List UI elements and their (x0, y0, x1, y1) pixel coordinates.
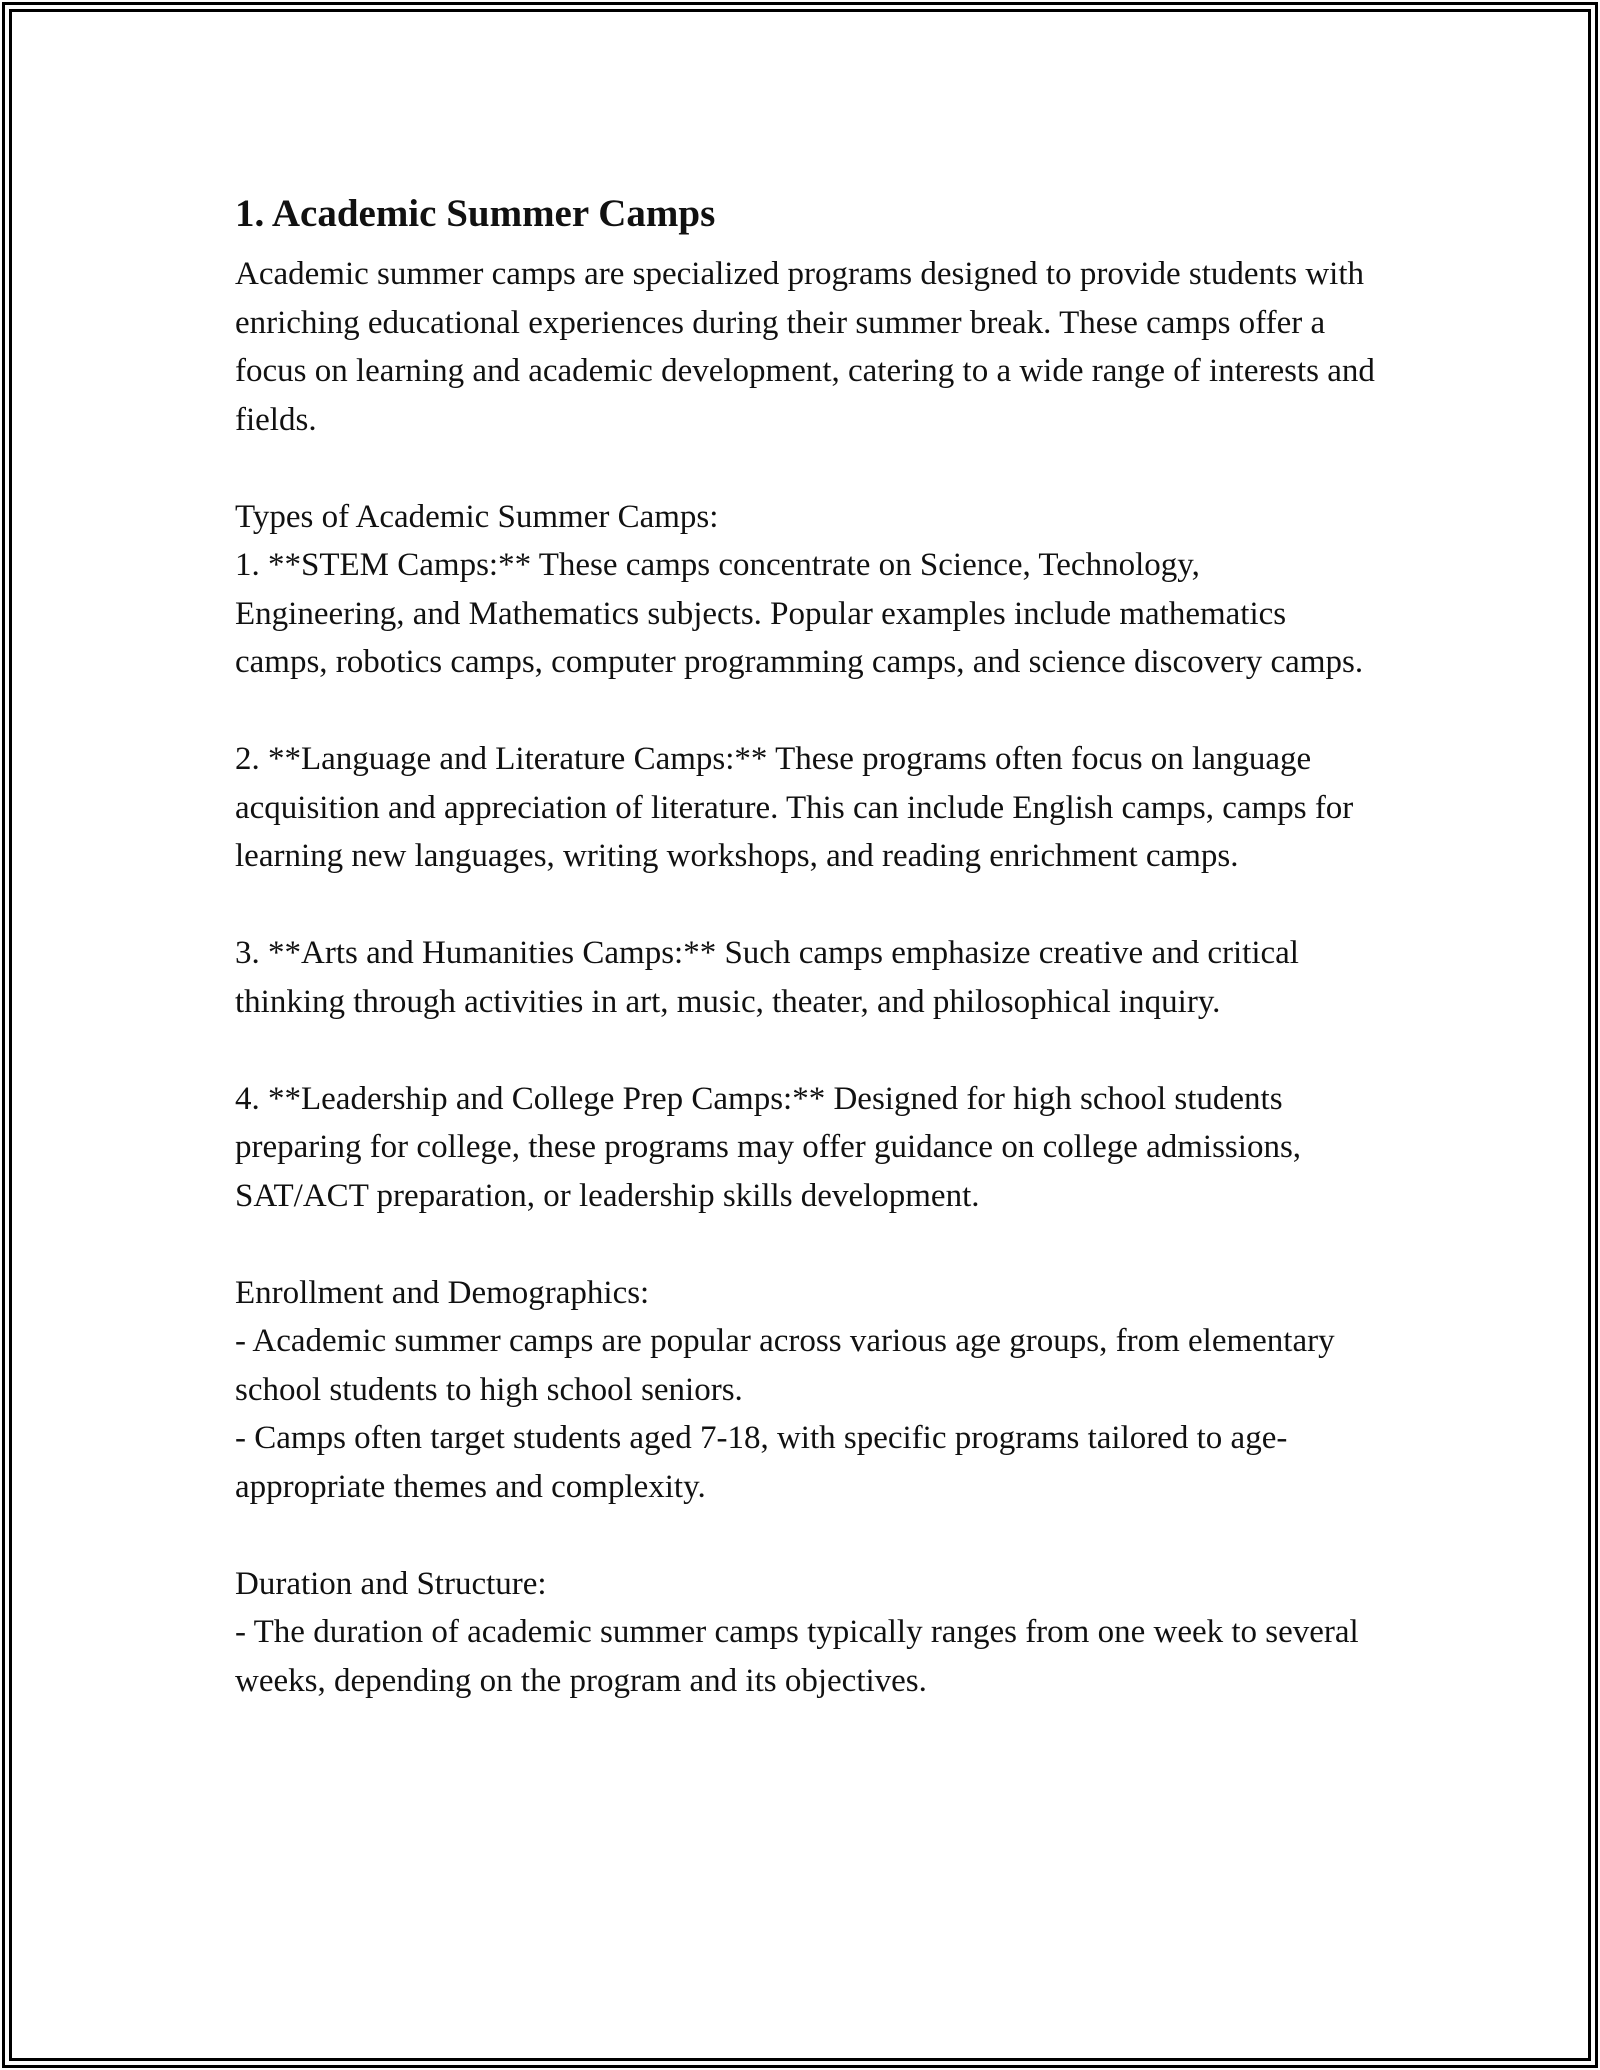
enrollment-block (235, 1269, 1375, 1512)
type-item-stem: 1. **STEM Camps:** These camps concentrate on Science, Technology, Engineering, and Mathematics subjects. Popular examples include mathematics camps, robotics camps, computer programming camps, and science discovery camps. (235, 547, 1364, 680)
enrollment-item: - Camps often target students aged 7-18, with specific programs tailored to age-appropriate themes and complexity. (235, 1420, 1288, 1505)
types-heading: Types of Academic Summer Camps: (235, 498, 719, 535)
type-item-leadership: 4. **Leadership and College Prep Camps:** Designed for high school students preparing for college, these programs may offer guidance on college admissions, SAT/ACT preparation, or leadership skills development. (235, 1080, 1302, 1214)
section-heading: 1. Academic Summer Camps (235, 192, 716, 235)
type-item-language: 2. **Language and Literature Camps:** These programs often focus on language acquisition and appreciation of literature. This can include English camps, camps for learning new languages, writing workshops, and reading enrichment camps. (235, 741, 1354, 874)
type-item-arts: 3. **Arts and Humanities Camps:** Such camps emphasize creative and critical thinking through activities in art, music, theater, and philosophical inquiry. (235, 935, 1299, 1020)
duration-item: - The duration of academic summer camps typically ranges from one week to several weeks, depending on the program and its objectives. (235, 1614, 1359, 1699)
duration-heading: Duration and Structure: (235, 1565, 547, 1602)
enrollment-item: - Academic summer camps are popular across various age groups, from elementary school students to high school seniors. (235, 1323, 1335, 1408)
types-block (235, 493, 1375, 687)
enrollment-heading: Enrollment and Demographics: (235, 1274, 650, 1311)
document-body (235, 184, 1375, 1754)
intro-paragraph: Academic summer camps are specialized programs designed to provide students with enriching educational experiences during their summer break. These camps offer a focus on learning and academic development, catering to a wide range of interests and fields. (235, 256, 1375, 438)
duration-block (235, 1560, 1375, 1706)
